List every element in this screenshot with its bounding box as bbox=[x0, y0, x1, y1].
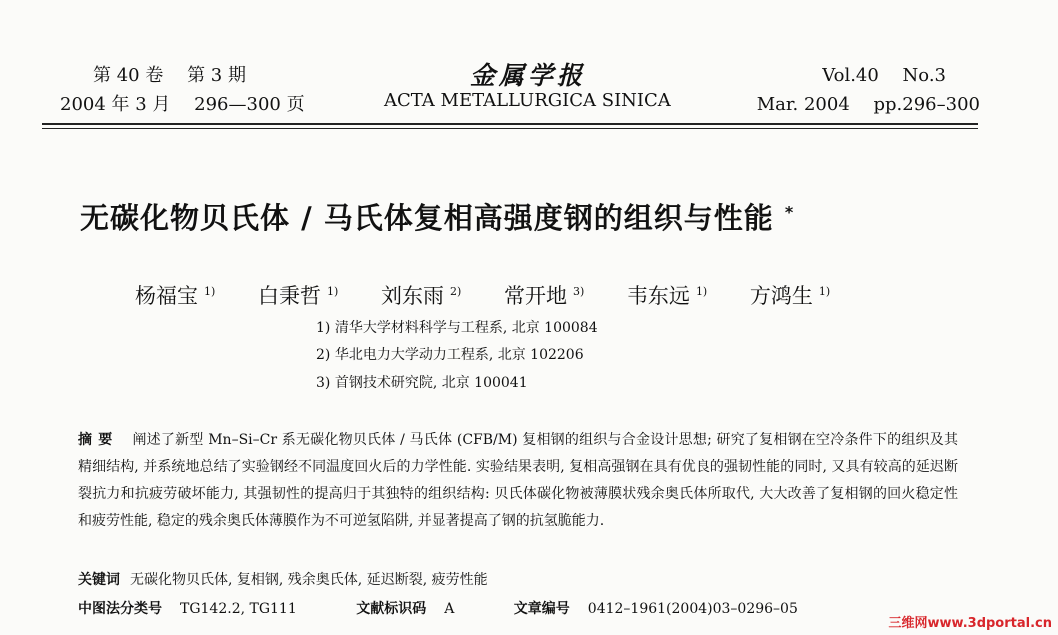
author-name: 白秉哲 bbox=[257, 284, 321, 308]
article-number-label: 文章编号 bbox=[513, 601, 570, 617]
classification-line bbox=[78, 598, 798, 618]
abstract bbox=[78, 427, 958, 535]
header-rule-thick bbox=[42, 123, 978, 125]
header-rule-thin bbox=[42, 128, 978, 129]
author-affiliation-mark: 1) bbox=[818, 285, 831, 298]
volume-issue: 第 40 卷 第 3 期 bbox=[93, 65, 246, 86]
paper-title bbox=[80, 196, 794, 237]
keywords-text: 无碳化物贝氏体, 复相钢, 残余奥氏体, 延迟断裂, 疲劳性能 bbox=[130, 572, 488, 588]
author bbox=[135, 284, 215, 308]
paper-title-text: 无碳化物贝氏体 / 马氏体复相高强度钢的组织与性能 bbox=[80, 201, 774, 235]
abstract-label: 摘要 bbox=[78, 432, 119, 448]
author bbox=[258, 284, 338, 308]
journal-english-name: ACTA METALLURGICA SINICA bbox=[384, 90, 671, 111]
doc-code-label: 文献标识码 bbox=[356, 601, 427, 617]
watermark: 三维网www.3dportal.cn bbox=[888, 616, 1052, 631]
author bbox=[504, 284, 584, 308]
author-name: 杨福宝 bbox=[135, 284, 198, 308]
date-pages: 2004 年 3 月 296—300 页 bbox=[60, 94, 305, 115]
clc-value: TG142.2, TG111 bbox=[180, 601, 297, 617]
affiliation: 2) 华北电力大学动力工程系, 北京 102206 bbox=[316, 347, 584, 363]
author bbox=[627, 284, 707, 308]
author-name: 刘东雨 bbox=[380, 284, 444, 308]
title-footnote-mark: * bbox=[784, 202, 795, 222]
author-name: 常开地 bbox=[503, 284, 567, 308]
journal-logo: 金属学报 bbox=[470, 61, 587, 90]
month-pages: Mar. 2004 pp.296–300 bbox=[756, 94, 980, 115]
vol-no: Vol.40 No.3 bbox=[822, 65, 946, 86]
keywords-label: 关键词 bbox=[78, 572, 120, 588]
author-affiliation-mark: 2) bbox=[449, 285, 462, 298]
doc-code-value: A bbox=[444, 601, 455, 617]
abstract-text: 阐述了新型 Mn–Si–Cr 系无碳化物贝氏体 / 马氏体 (CFB/M) 复相钢的组织与合金设计思想; 研究了复相钢在空冷条件下的组织及其精细结构, 并系统地总结了实验钢经不同温度回火后的力学性能. 实验结果表明, 复相高强钢在具有优良的强韧性能的同时, 又具有较高的延迟断裂抗力和抗疲劳破坏能力, 其强韧性的提高归于其独特的组织结构: 贝氏体碳化物被薄膜状残余奥氏体所取代, 大大改善了复相钢的回火稳定性和疲劳性能, 稳定的残余奥氏体薄膜作为不可逆氢陷阱, 并显著提高了钢的抗氢脆能力. bbox=[78, 432, 958, 529]
affiliation: 1) 清华大学材料科学与工程系, 北京 100084 bbox=[316, 320, 598, 336]
clc-label: 中图法分类号 bbox=[78, 601, 162, 617]
keywords bbox=[78, 569, 488, 589]
author-affiliation-mark: 1) bbox=[204, 285, 216, 298]
article-number-value: 0412–1961(2004)03–0296–05 bbox=[587, 601, 798, 617]
affiliation: 3) 首钢技术研究院, 北京 100041 bbox=[316, 375, 528, 391]
author-affiliation-mark: 3) bbox=[572, 285, 585, 298]
author-list bbox=[135, 280, 866, 310]
author-affiliation-mark: 1) bbox=[695, 285, 708, 298]
author-name: 方鸿生 bbox=[749, 284, 813, 308]
author-name: 韦东远 bbox=[626, 284, 690, 308]
author-affiliation-mark: 1) bbox=[326, 285, 339, 298]
author bbox=[750, 284, 830, 308]
author bbox=[381, 284, 461, 308]
